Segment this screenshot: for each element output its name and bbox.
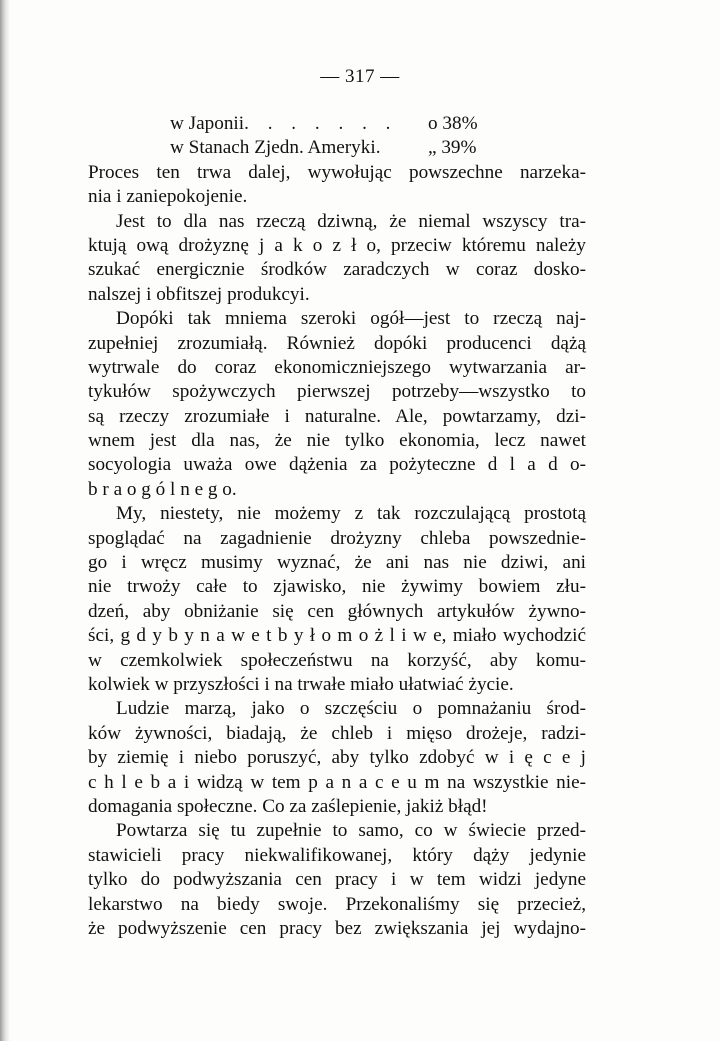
text-line: nalszej i obfitszej produkcyi. (88, 283, 310, 305)
text-line: Ludzie marzą, jako o szczęściu o pomnażaniu środ- (116, 698, 586, 720)
text-line: Dopóki tak mniema szeroki ogół—jest to rzeczą naj- (116, 308, 586, 330)
paragraph (88, 307, 586, 502)
paragraph (88, 697, 586, 819)
text-line: domagania społeczne. Co za zaślepienie, jakiż błąd! (88, 795, 488, 817)
paragraph (88, 502, 586, 697)
text-line: Powtarza się tu zupełnie to samo, co w świecie przed- (116, 820, 586, 842)
text-line: nie trwoży całe to zjawisko, nie żywimy bowiem złu- (88, 576, 586, 598)
text-line: c h l e b a i widzą w tem p a n a c e u m na wszystkie nie- (88, 771, 586, 793)
dot-leader: . (375, 137, 388, 159)
text-line: wytrwale do coraz ekonomiczniejszego wytwarzania ar- (88, 356, 586, 378)
text-line: w czemkolwiek społeczeństwu na korzyść, aby komu- (88, 649, 586, 671)
text-line: lekarstwo na biedy swoje. Przekonaliśmy się przecież, (88, 893, 586, 915)
text-line: ści, g d y b y n a w e t b y ł o m o ż l i w e, miało wychodzić (88, 625, 586, 647)
text-line: są rzeczy zrozumiałe i naturalne. Ale, powtarzamy, dzi- (88, 405, 586, 427)
text-line: My, niestety, nie możemy z tak rozczulającą prostotą (116, 503, 586, 525)
text-line: tykułów spożywczych pierwszej potrzeby—wszystko to (88, 381, 586, 403)
text-line: go i wręcz musimy wyznać, że ani nas nie dziwi, ani (88, 552, 586, 574)
dot-leader: . . . . . . . (244, 113, 398, 134)
text-line: ktują ową drożyznę j a k o z ł o, przeciw któremu należy (88, 234, 586, 256)
text-line: wnem jest dla nas, że nie tylko ekonomia, lecz nawet (88, 430, 586, 452)
percentage-value: „ 39% (428, 137, 477, 159)
paragraph (88, 161, 586, 210)
text-line: ków żywności, biadają, że chleb i mięso drożeje, radzi- (88, 722, 586, 744)
text-line: tylko do podwyższania cen pracy i w tem widzi jedyne (88, 869, 586, 891)
text-line: nia i zaniepokojenie. (88, 186, 248, 208)
page-binding-shadow (0, 0, 10, 1041)
text-line: by ziemię i niebo poruszyć, aby tylko zdobyć w i ę c e j (88, 747, 586, 769)
country-label: w Japonii (170, 113, 245, 134)
text-line: spoglądać na zagadnienie drożyzny chleba powszednie- (88, 527, 586, 549)
text-line: szukać energicznie środków zaradczych w coraz dosko- (88, 259, 586, 281)
percentage-value: o 38% (428, 113, 478, 134)
country-label: w Stanach Zjedn. Ameryki (170, 137, 376, 159)
text-line: b r a o g ó l n e g o. (88, 478, 237, 500)
statistics-row (88, 112, 586, 136)
page-number: — 317 — (320, 66, 400, 87)
text-line: że podwyższenie cen pracy bez zwiększania jej wydajno- (88, 917, 586, 939)
statistics-row (88, 136, 586, 160)
text-line: zupełniej zrozumiałą. Również dopóki producenci dążą (88, 332, 586, 354)
text-line: Jest to dla nas rzeczą dziwną, że niemal wszyscy tra- (116, 210, 586, 232)
text-line: stawicieli pracy niekwalifikowanej, który dąży jedynie (88, 844, 586, 866)
page-body (88, 112, 586, 941)
text-line: Proces ten trwa dalej, wywołując powszechne narzeka- (88, 161, 586, 183)
paragraph (88, 819, 586, 941)
text-line: socyologia uważa owe dążenia za pożyteczne d l a d o- (88, 454, 586, 476)
text-line: dzeń, aby obniżanie się cen głównych artykułów żywno- (88, 600, 586, 622)
paragraph (88, 210, 586, 308)
text-line: kolwiek w przyszłości i na trwałe miało ułatwiać życie. (88, 673, 514, 695)
